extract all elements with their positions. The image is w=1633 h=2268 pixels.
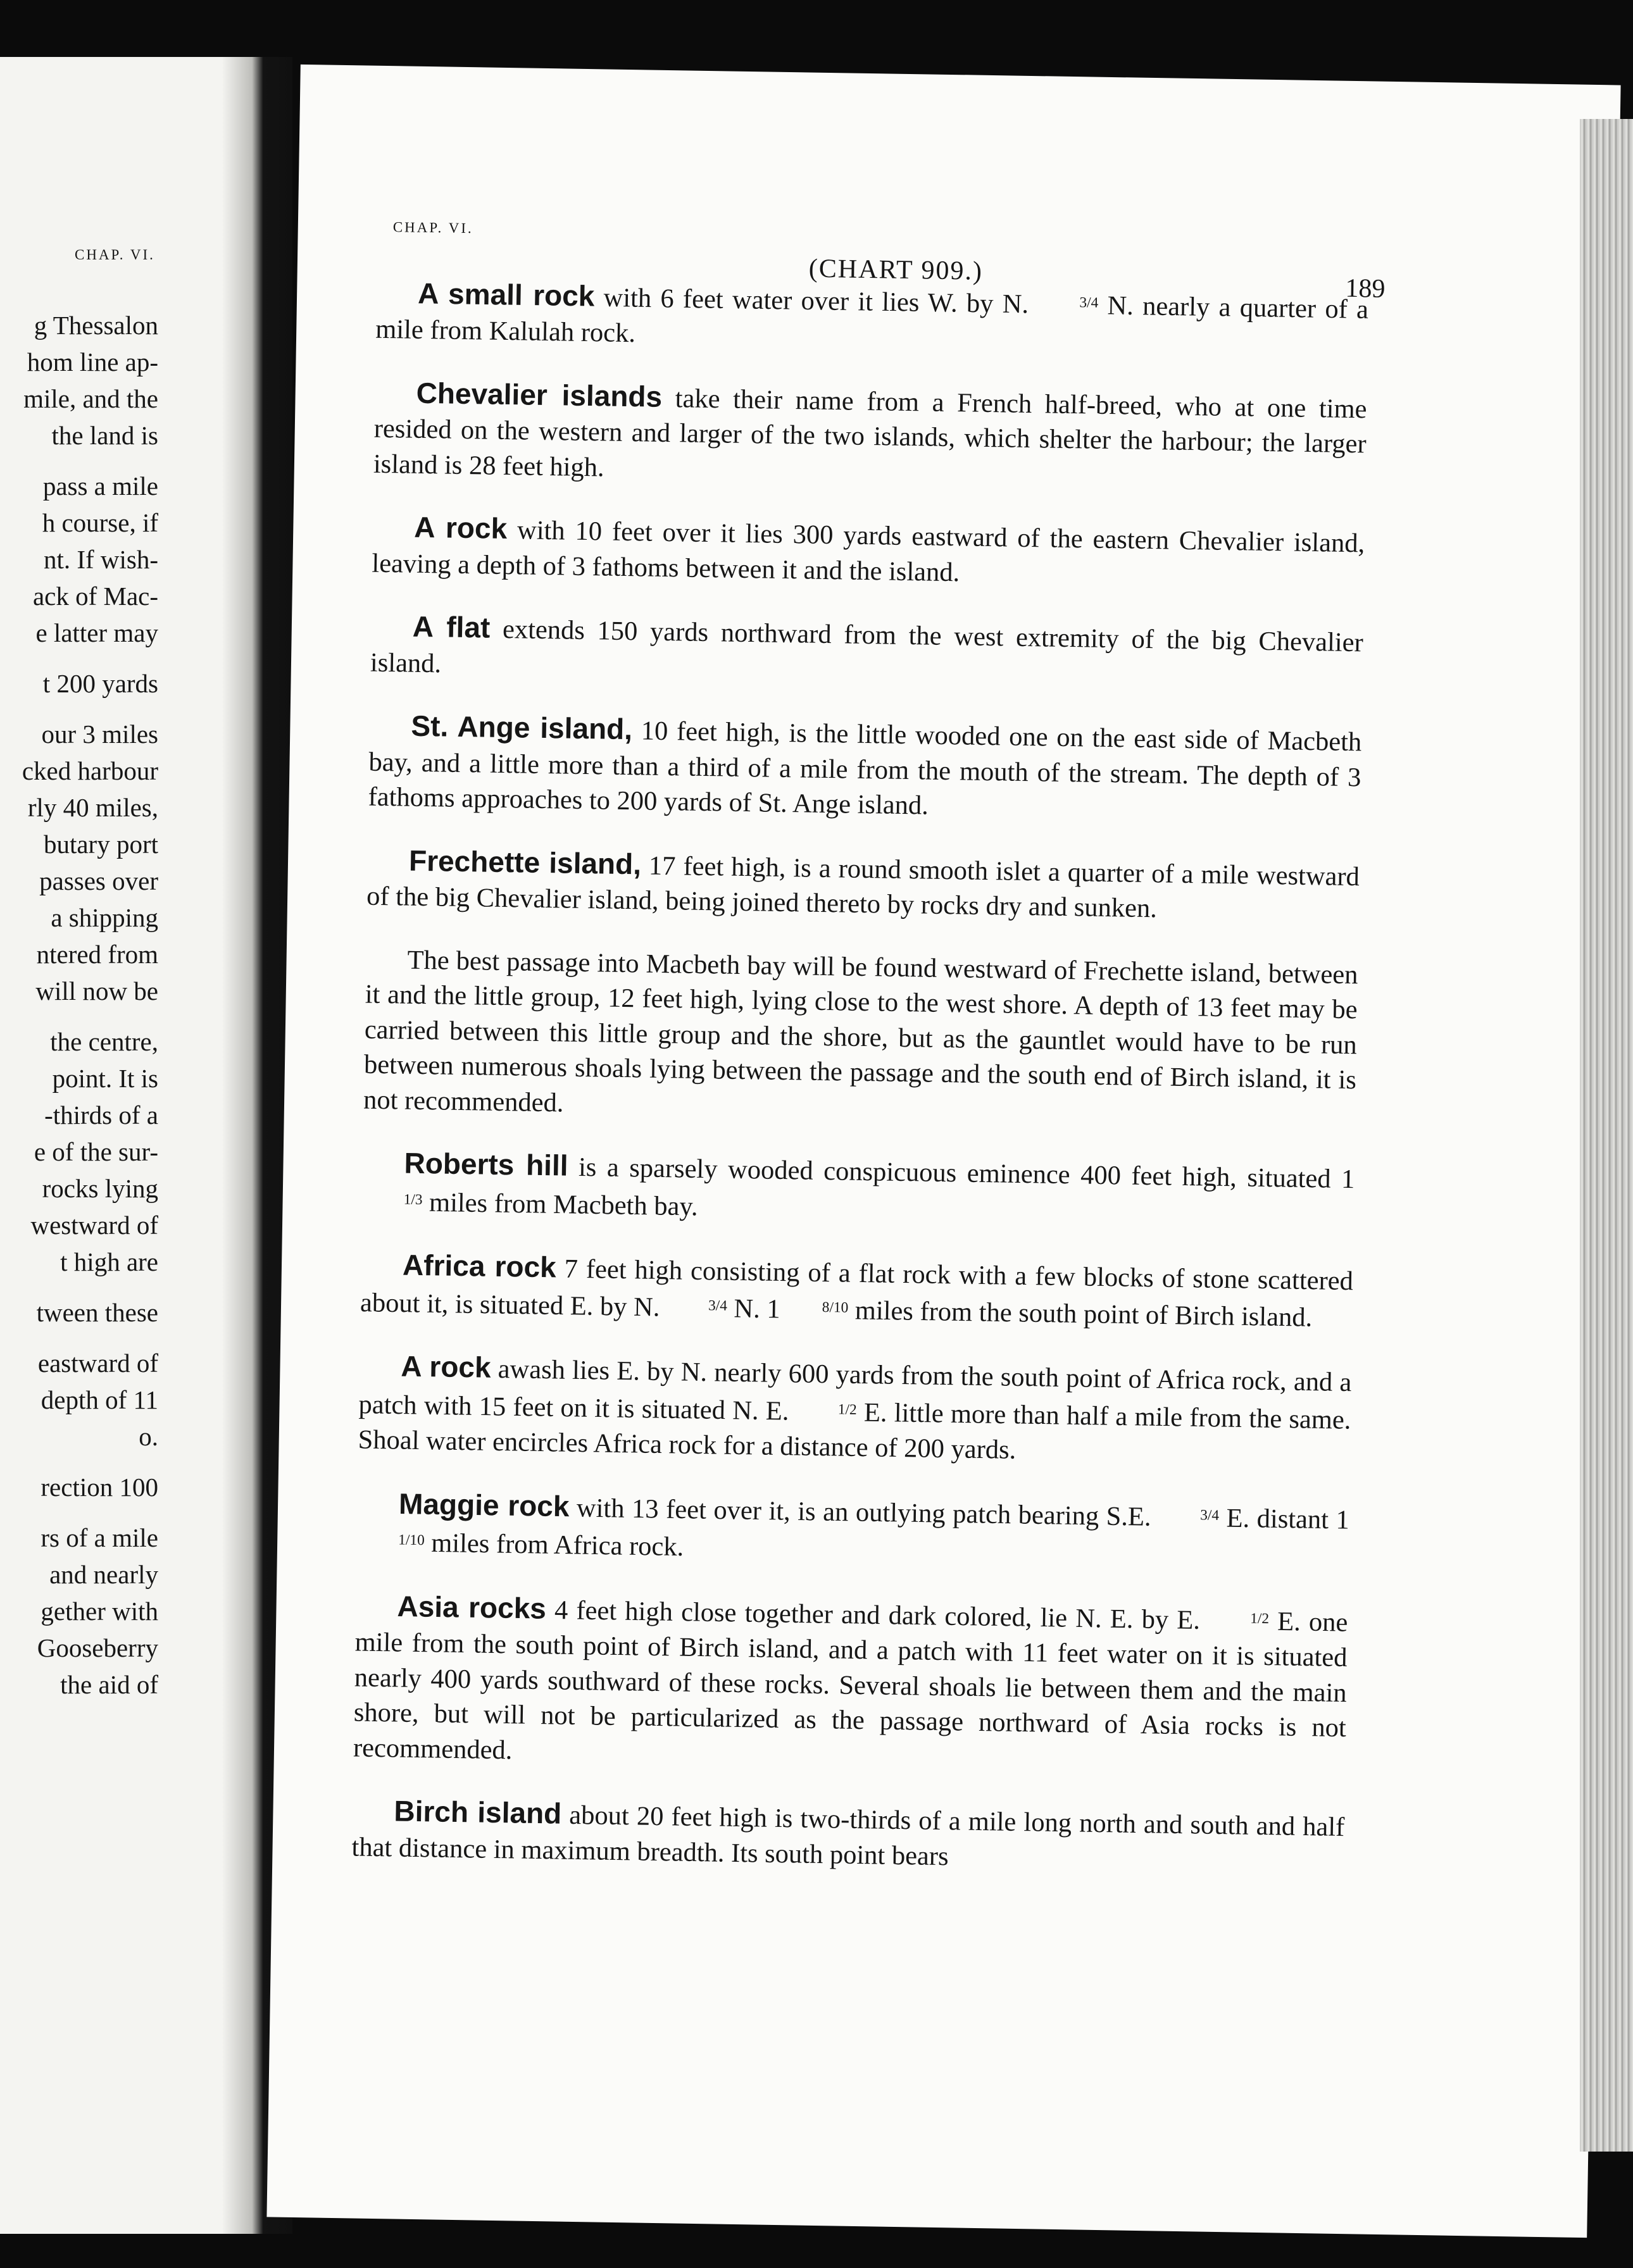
paragraph-text: The best passage into Macbeth bay will be found westward of Frechette island, between it and the little group, 12 feet high, lying close to the west shore. A depth of 13 feet may be carried between this little group and the shore, but as the gauntlet would have to be run between numerous shoals lying between the passage and the south end of Birch island, it is not recommended. <box>363 945 1358 1118</box>
paragraph-text: E. distant 1 <box>1218 1503 1350 1535</box>
page-edges <box>1580 119 1633 2152</box>
paragraph-text: take their name from a French half-breed, who at one time resided on the western and larger of the two islands, which shelter the harbour; the larger island is 28 feet high. <box>373 383 1367 482</box>
body-text <box>351 275 1368 1908</box>
paragraph-text: E. one mile from the south point of Birch island, and a patch with 11 feet water on it is situated nearly 400 yards southward of these rocks. Several shoals lie between them and the main shore, but will not be particularized as the passage northward of Asia rocks is not recommended. <box>353 1606 1348 1766</box>
left-page-line: h course, if <box>42 508 158 537</box>
paragraph-text: 17 feet high, is a round smooth islet a quarter of a mile westward of the big Chevalier island, being joined thereto by rocks dry and sunken. <box>366 850 1360 924</box>
left-page-line: t high are <box>60 1247 158 1276</box>
left-page-line: tween these <box>36 1298 158 1327</box>
paragraph-heading: Asia rocks <box>397 1590 547 1625</box>
paragraph-text: miles from the south point of Birch island. <box>848 1295 1313 1333</box>
left-page-line: -thirds of a <box>44 1100 158 1130</box>
paragraph-heading: St. Ange island, <box>411 709 633 746</box>
left-page-line: o. <box>139 1422 158 1451</box>
paragraph-text: miles from Africa rock. <box>424 1528 684 1562</box>
left-page-line: rocks lying <box>42 1174 158 1203</box>
paragraph <box>373 375 1367 497</box>
paragraph <box>361 1145 1355 1235</box>
paragraph <box>358 1349 1352 1473</box>
paragraph-heading: Africa rock <box>402 1248 557 1283</box>
paragraph-heading: Frechette island, <box>408 844 642 880</box>
left-page-line: gether with <box>41 1597 158 1626</box>
fraction: 1/2 <box>837 1400 857 1418</box>
left-page-line: and nearly <box>49 1560 158 1589</box>
paragraph <box>353 1588 1348 1781</box>
fraction: 3/4 <box>708 1297 728 1314</box>
left-page-line: t 200 yards <box>42 669 158 698</box>
left-page-line: the aid of <box>60 1670 158 1699</box>
fraction: 8/10 <box>822 1299 849 1316</box>
paragraph-text: N. nearly a quarter of a mile from Kalulah rock. <box>375 290 1369 349</box>
paragraph <box>370 609 1364 696</box>
paragraph <box>372 509 1365 597</box>
paragraph-heading: A rock <box>413 510 508 545</box>
left-page-line: rly 40 miles, <box>27 793 158 822</box>
left-page-line: rs of a mile <box>41 1523 158 1552</box>
fraction: 3/4 <box>1079 294 1099 311</box>
paragraph <box>363 942 1358 1133</box>
paragraph <box>356 1485 1350 1576</box>
left-page-header: CHAP. VI. <box>75 247 155 263</box>
paragraph-heading: A flat <box>412 609 491 644</box>
paragraph-text: 10 feet high, is the little wooded one on the east side of Macbeth bay, and a little more than a third of a mile from the mouth of the stream. The depth of 3 fathoms approaches to 200 yards of St. Ange island. <box>368 716 1362 821</box>
left-page-line: nt. If wish- <box>43 545 158 574</box>
left-page-line: our 3 miles <box>41 720 158 749</box>
paragraph-heading: Maggie rock <box>398 1487 570 1523</box>
paragraph-heading: Birch island <box>394 1794 562 1830</box>
fraction: 1/10 <box>398 1531 425 1549</box>
left-page-line: cked harbour <box>22 756 158 785</box>
left-page-line: will now be <box>35 976 158 1006</box>
left-page-line: g Thessalon <box>34 311 158 340</box>
left-page-line: passes over <box>39 866 158 895</box>
paragraph-heading: Roberts hill <box>404 1146 568 1182</box>
paragraph-text: is a sparsely wooded conspicuous eminence 400 feet high, situated 1 <box>568 1152 1355 1195</box>
paragraph <box>366 842 1360 930</box>
paragraph <box>375 275 1369 363</box>
paragraph-text: 7 feet high consisting of a flat rock with a few blocks of stone scattered about it, is situated E. by N. <box>360 1253 1354 1323</box>
fraction: 1/3 <box>403 1191 423 1208</box>
left-page-line: ntered from <box>36 940 158 969</box>
left-page-line: point. It is <box>52 1064 158 1093</box>
paragraph-text: with 6 feet water over it lies W. by N. <box>594 282 1038 320</box>
paragraph-heading: Chevalier islands <box>416 376 663 413</box>
paragraph-text: with 13 feet over it, is an outlying patch bearing S.E. <box>569 1493 1159 1532</box>
left-page-line: eastward of <box>37 1349 158 1378</box>
paragraph-text: extends 150 yards northward from the west extremity of the big Chevalier island. <box>370 614 1364 678</box>
paragraph-text: with 10 feet over it lies 300 yards eastward of the eastern Chevalier island, leaving a depth of 3 fathoms between it and the island. <box>372 515 1365 587</box>
fraction: 1/2 <box>1250 1610 1270 1628</box>
left-page-line: e of the sur- <box>34 1137 158 1166</box>
fraction: 3/4 <box>1200 1507 1220 1524</box>
left-page-line: Gooseberry <box>37 1633 158 1662</box>
left-page-line: pass a mile <box>42 471 158 501</box>
paragraph-text: about 20 feet high is two-thirds of a mile long north and south and half that distance in maximum breadth. Its south point bears <box>351 1800 1345 1871</box>
left-page-line: butary port <box>43 830 158 859</box>
paragraph-heading: A small rock <box>417 277 595 313</box>
left-page-line: westward of <box>30 1211 158 1240</box>
left-page-line: rection 100 <box>41 1473 158 1502</box>
paragraph-text: E. little more than half a mile from the same. Shoal water encircles Africa rock for a distance of 200 yards. <box>358 1397 1351 1465</box>
left-page-line: mile, and the <box>23 384 158 413</box>
paragraph <box>351 1793 1345 1881</box>
paragraph-heading: A rock <box>401 1349 491 1384</box>
left-page-line: ack of Mac- <box>32 582 158 611</box>
left-page-line: hom line ap- <box>27 347 158 377</box>
paragraph-text: awash lies E. by N. nearly 600 yards from the south point of Africa rock, and a patch with 15 feet on it is situated N. E. <box>358 1354 1352 1426</box>
page-number: 189 <box>1345 273 1386 304</box>
left-page-line: a shipping <box>51 903 158 932</box>
left-page-line: the centre, <box>50 1027 158 1056</box>
left-page-line: e latter may <box>35 618 158 647</box>
left-page-line: the land is <box>51 421 158 450</box>
chart-reference: (CHART 909.) <box>808 254 984 286</box>
paragraph-text: N. 1 <box>727 1293 781 1324</box>
paragraph <box>360 1247 1354 1336</box>
paragraph-text: 4 feet high close together and dark colored, lie N. E. by E. <box>546 1595 1209 1636</box>
paragraph <box>368 708 1361 830</box>
right-page <box>266 65 1620 2238</box>
paragraph-text: miles from Macbeth bay. <box>422 1187 698 1221</box>
left-page-line: depth of 11 <box>41 1385 158 1414</box>
running-header: CHAP. VI. <box>392 219 473 237</box>
